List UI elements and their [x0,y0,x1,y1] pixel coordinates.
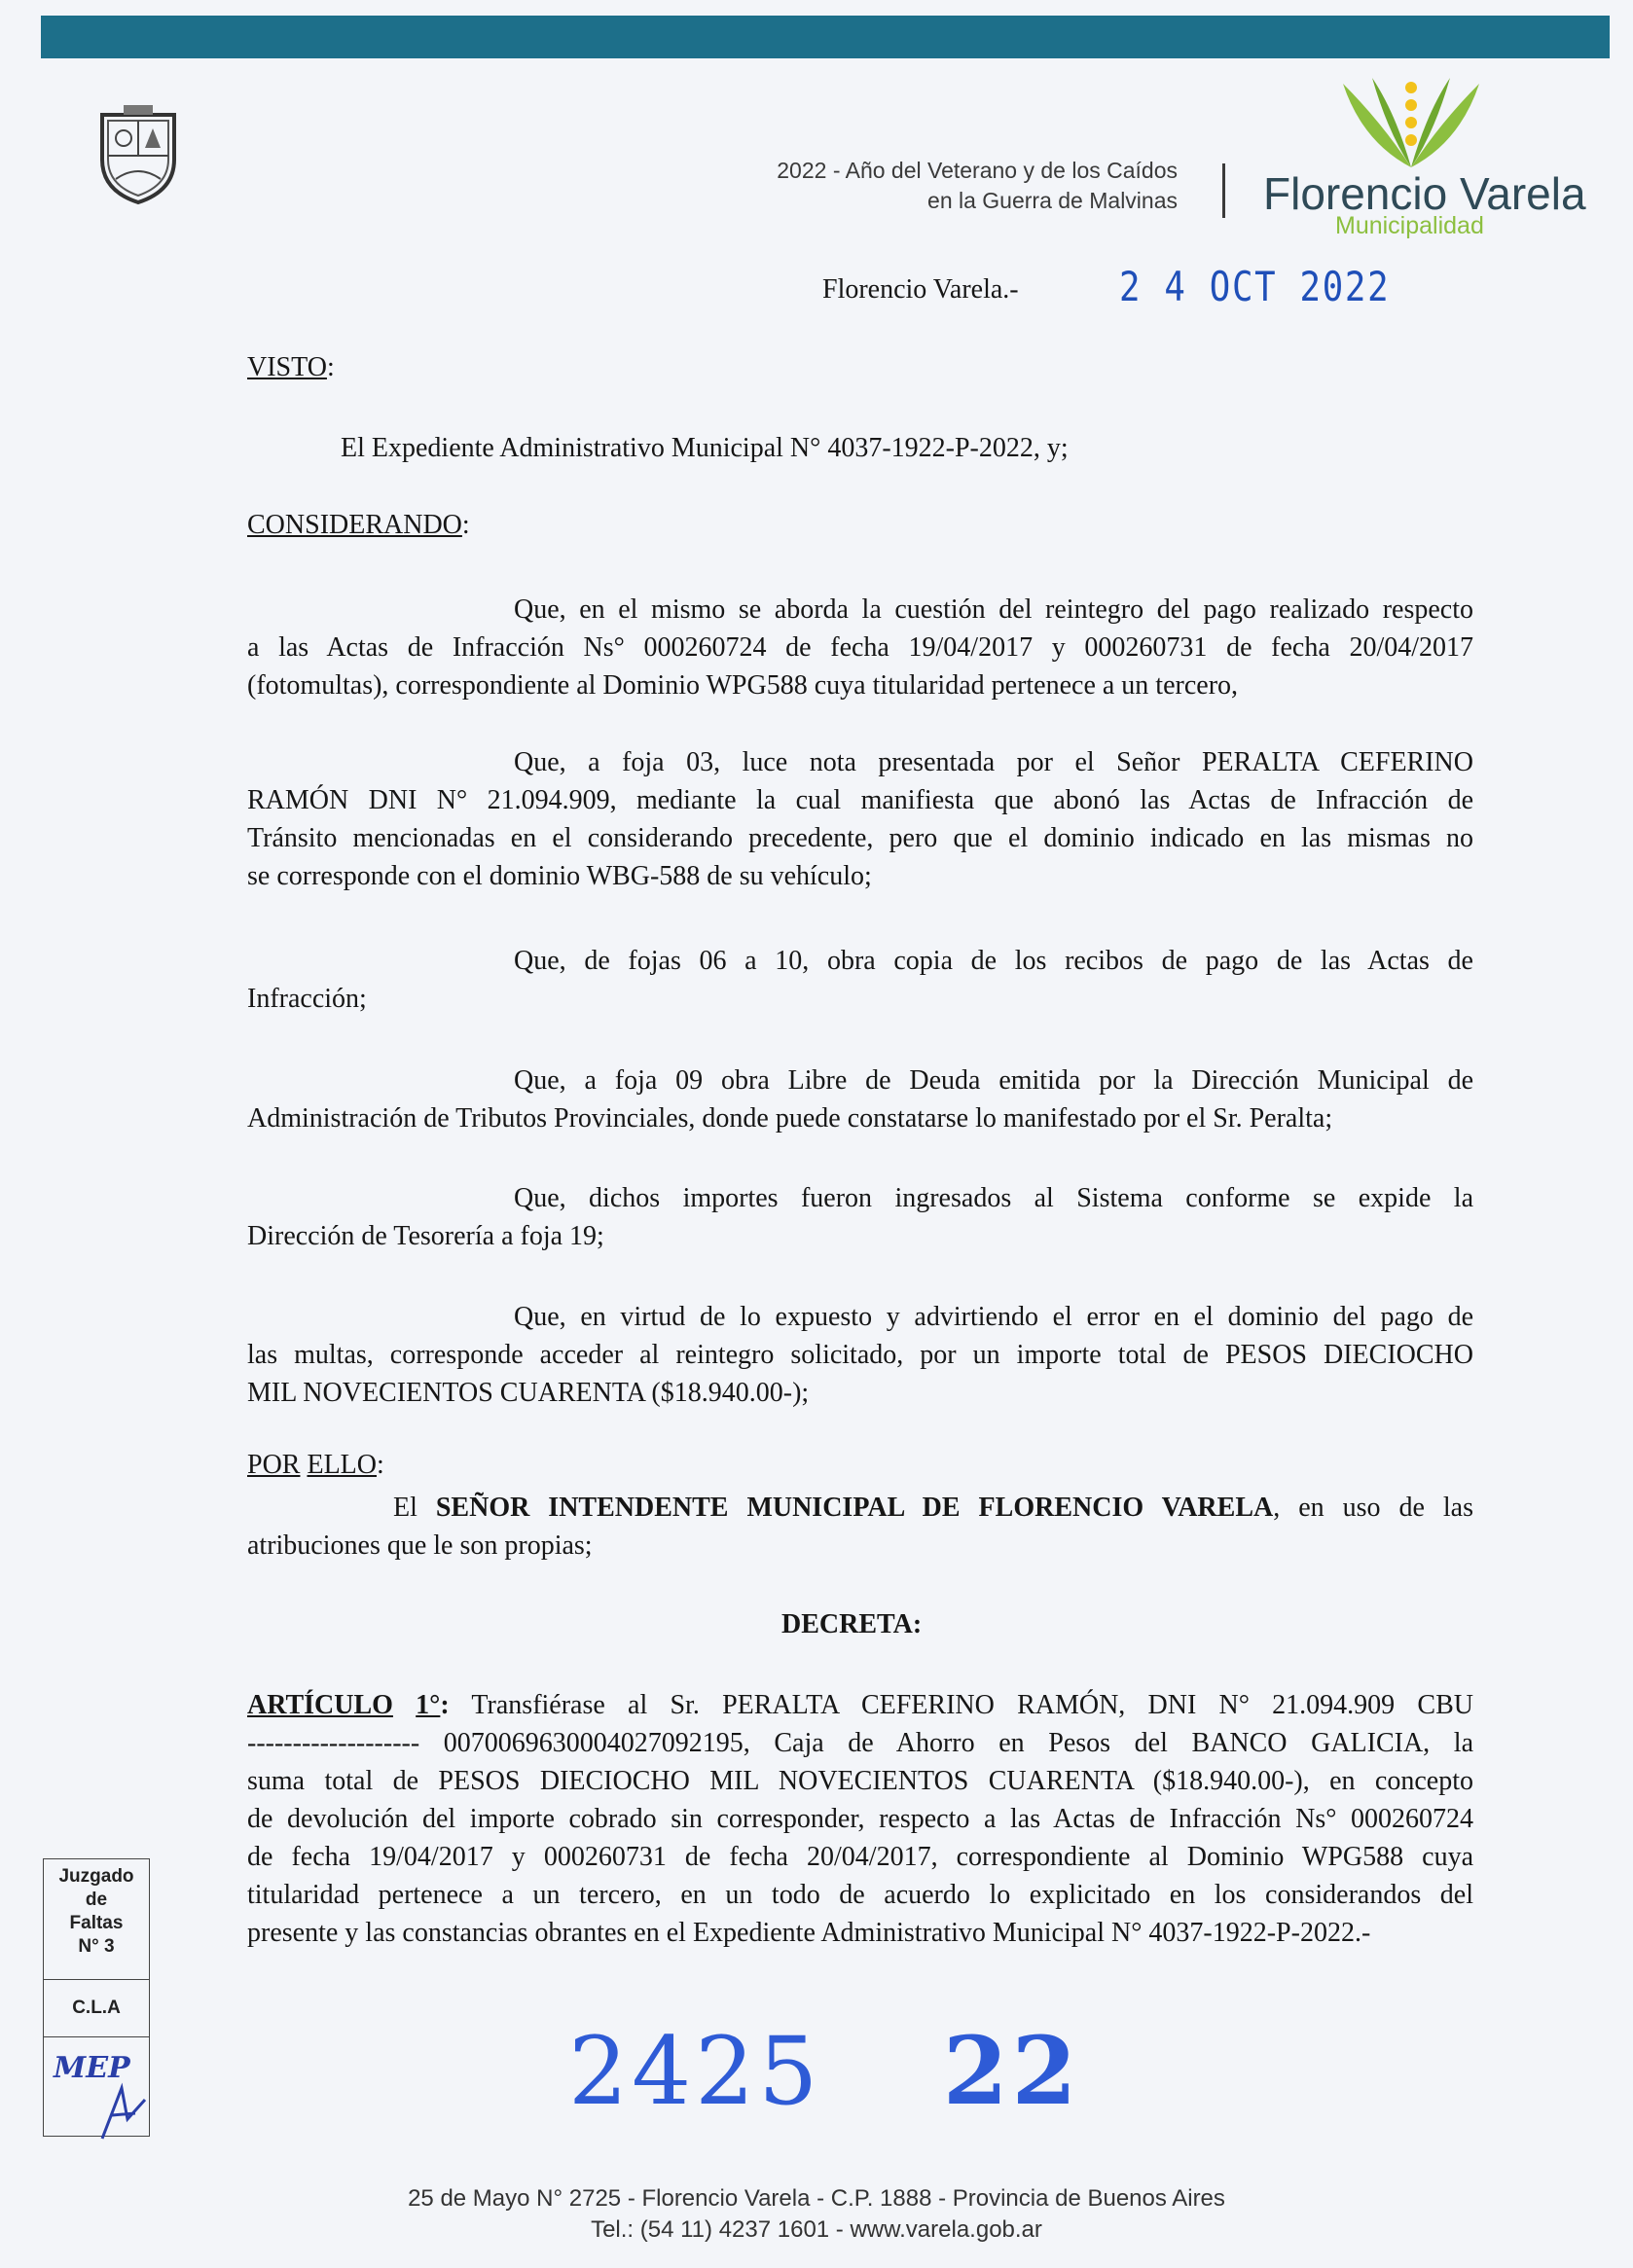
header-color-bar [41,16,1610,58]
p3-line-1: Que, de fojas 06 a 10, obra copia de los recibos de pago de las Actas de [514,946,1473,976]
commemorative-year-text [594,156,1178,216]
header-divider [1222,163,1225,218]
decree-year: 22 [942,2016,1081,2126]
p2-line-2: RAMÓN DNI N° 21.094.909, mediante la cual manifiesta que abonó las Actas de Infracción de [247,785,1473,815]
court-routing-box [43,1858,150,2137]
p2-line-1: Que, a foja 03, luce nota presentada por el Señor PERALTA CEFERINO [514,747,1473,777]
articulo-number: 1° [416,1690,441,1720]
articulo-line-5: de fecha 19/04/2017 y 000260731 de fecha 20/04/2017, correspondiente al Dominio WPG588 cuya [247,1842,1473,1872]
por-ello-line-2: atribuciones que le son propias; [247,1530,593,1561]
por-heading-text: POR [247,1450,301,1480]
footer [0,2183,1633,2246]
p4-line-2: Administración de Tributos Provinciales, donde puede constatarse lo manifestado por el Sr. Peralta; [247,1103,1333,1134]
por-ello-colon: : [377,1450,384,1480]
p1-line-1: Que, en el mismo se aborda la cuestión del reintegro del pago realizado respecto [514,594,1473,625]
date-stamp: 2 4 OCT 2022 [1119,263,1391,310]
p2-line-3: Tránsito mencionadas en el considerando precedente, pero que el dominio indicado en las mismas no [247,823,1473,853]
p5-line-1: Que, dichos importes fueron ingresados al Sistema conforme se expide la [514,1183,1473,1213]
articulo-line-1 [247,1686,1473,1724]
p5-line-2: Dirección de Tesorería a foja 19; [247,1221,604,1251]
decree-number-stamp [568,2016,1080,2126]
court-line-3: Faltas [69,1913,124,1933]
considerando-paragraph-4 [247,1062,1473,1137]
por-ello-prefix: El [393,1493,436,1523]
handwritten-initials: MEP [54,2051,130,2085]
articulo-line-7: presente y las constancias obrantes en el Expediente Administrativo Municipal N° 4037-1922-P-2022.- [247,1918,1371,1948]
visto-text: El Expediente Administrativo Municipal N° 4037-1922-P-2022, y; [341,433,1069,463]
place-label: Florencio Varela.- [822,274,1019,305]
brand-subtitle: Municipalidad [1335,212,1484,239]
visto-heading [247,352,335,383]
articulo-colon: : [440,1690,450,1720]
initials-cell [44,2037,149,2135]
visto-colon: : [326,352,335,382]
year-line-1: 2022 - Año del Veterano y de los Caídos [777,158,1178,183]
p1-line-3: (fotomultas), correspondiente al Dominio WPG588 cuya titularidad pertenece a un tercero, [247,670,1239,701]
p4-line-1: Que, a foja 09 obra Libre de Deuda emitida por la Dirección Municipal de [514,1065,1473,1096]
por-ello-bold: SEÑOR INTENDENTE MUNICIPAL DE FLORENCIO VARELA [435,1493,1274,1523]
ello-heading-text: ELLO [307,1450,377,1480]
articulo-line-6: titularidad pertenece a un tercero, en un todo de acuerdo lo explicitado en los considerandos del [247,1880,1473,1910]
articulo-line-4: de devolución del importe cobrado sin corresponder, respecto a las Actas de Infracción Ns° 000260724 [247,1804,1473,1834]
considerando-heading-text: CONSIDERANDO [247,510,462,540]
footer-address: 25 de Mayo N° 2725 - Florencio Varela - C.P. 1888 - Provincia de Buenos Aires [408,2185,1225,2212]
p6-line-2: las multas, corresponde acceder al reintegro solicitado, por un importe total de PESOS DIECIOCHO [247,1340,1473,1370]
court-line-4: N° 3 [78,1936,115,1957]
municipal-coat-of-arms-icon [94,101,182,208]
florencio-varela-logo-icon [1333,74,1489,171]
por-ello-heading [247,1450,384,1481]
considerando-heading [247,510,470,541]
articulo-label: ARTÍCULO [247,1690,393,1720]
articulo-line-2: ------------------- 0070069630004027092195, Caja de Ahorro en Pesos del BANCO GALICIA, la [247,1728,1473,1758]
p3-line-2: Infracción; [247,984,367,1014]
p6-line-3: MIL NOVECIENTOS CUARENTA ($18.940.00-); [247,1378,810,1408]
decreta-heading: DECRETA: [781,1609,923,1639]
articulo-line-1-text: Transfiérase al Sr. PERALTA CEFERINO RAMÓN, DNI N° 21.094.909 CBU [449,1690,1473,1720]
considerando-paragraph-1 [247,591,1473,704]
year-line-2: en la Guerra de Malvinas [927,188,1178,213]
considerando-paragraph-2 [247,743,1473,895]
p2-line-4: se corresponde con el dominio WBG-588 de su vehículo; [247,861,872,891]
articulo-line-3: suma total de PESOS DIECIOCHO MIL NOVECIENTOS CUARENTA ($18.940.00-), en concepto [247,1766,1473,1796]
articulo-1 [247,1686,1473,1952]
visto-heading-text: VISTO [247,352,327,382]
court-label-cell [44,1859,149,1980]
por-ello-paragraph [247,1489,1473,1565]
decree-number: 2425 [568,2017,822,2126]
por-ello-line-1 [247,1489,1473,1527]
court-line-2: de [85,1890,108,1910]
footer-contact: Tel.: (54 11) 4237 1601 - www.varela.gob.ar [591,2216,1042,2243]
signature-scribble-icon [92,2080,151,2148]
p6-line-1: Que, en virtud de lo expuesto y advirtiendo el error en el dominio del pago de [514,1302,1473,1332]
considerando-colon: : [461,510,470,540]
considerando-paragraph-3 [247,942,1473,1018]
considerando-paragraph-6 [247,1298,1473,1412]
brand-name: Florencio Varela [1263,168,1586,219]
por-ello-suffix: , en uso de las [1273,1493,1473,1523]
considerando-paragraph-5 [247,1179,1473,1255]
court-line-1: Juzgado [58,1866,134,1887]
p1-line-2: a las Actas de Infracción Ns° 000260724 de fecha 19/04/2017 y 000260731 de fecha 20/04/2017 [247,632,1473,663]
cla-cell: C.L.A [44,1980,149,2037]
